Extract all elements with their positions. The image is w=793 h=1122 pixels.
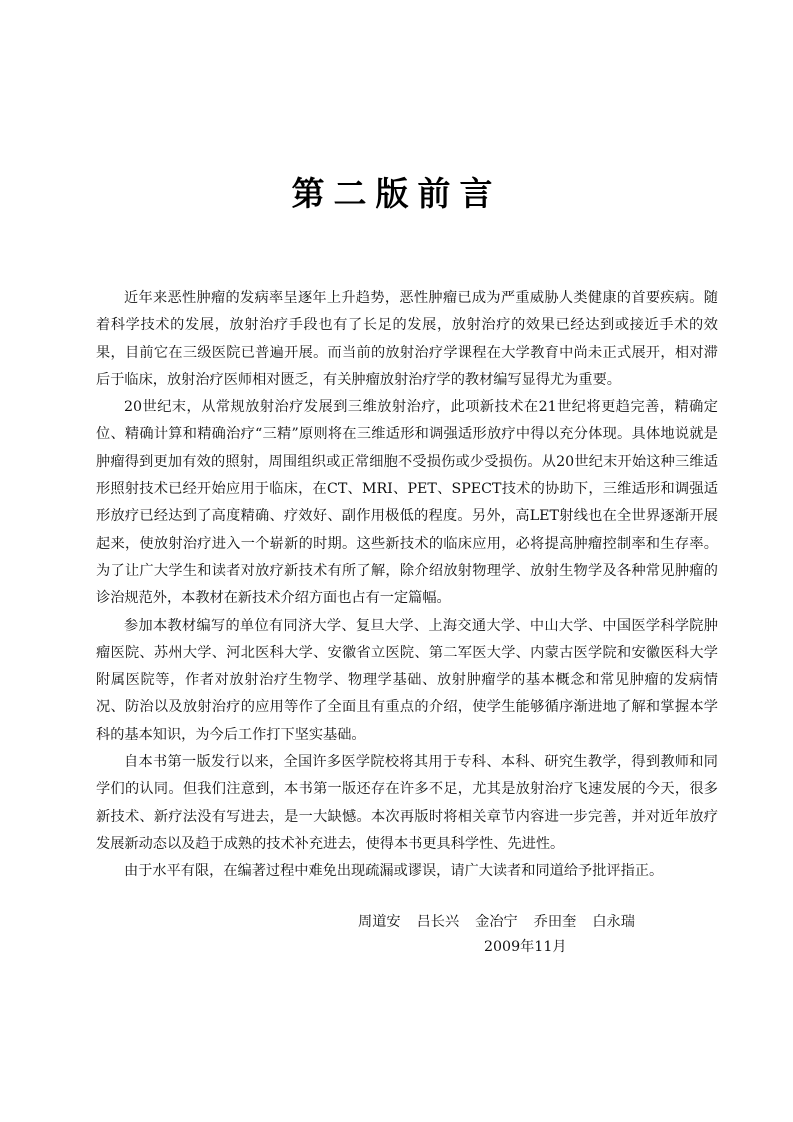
- author-list: [358, 910, 718, 935]
- signature-block: [358, 910, 718, 960]
- paragraph-4: 自本书第一版发行以来，全国许多医学院校将其用于专科、本科、研究生教学，得到教师和同学们的认同。但我们注意到，本书第一版还存在许多不足，尤其是放射治疗飞速发展的今天，很多新技术、新疗法没有写进去，是一大缺憾。本次再版时将相关章节内容进一步完善，并对近年放疗发展新动态以及趋于成熟的技术补充进去，使得本书更具科学性、先进性。: [96, 754, 718, 852]
- paragraph-1: 近年来恶性肿瘤的发病率呈逐年上升趋势，恶性肿瘤已成为严重威胁人类健康的首要疾病。随着科学技术的发展，放射治疗手段也有了长足的发展，放射治疗的效果已经达到或接近手术的效果，目前它在三级医院已普遍开展。而当前的放射治疗学课程在大学教育中尚未正式展开，相对滞后于临床，放射治疗医师相对匮乏，有关肿瘤放射治疗学的教材编写显得尤为重要。: [96, 290, 718, 388]
- author-name: 白永瑞: [592, 914, 635, 930]
- preface-date: 2009年11月: [484, 939, 567, 955]
- preface-body: [96, 285, 718, 886]
- paragraph-2: 20世纪末，从常规放射治疗发展到三维放射治疗，此项新技术在21世纪将更趋完善，精确定位、精确计算和精确治疗“三精”原则将在三维适形和调强适形放疗中得以充分体现。具体地说就是肿瘤得到更加有效的照射，周围组织或正常细胞不受损伤或少受损伤。从20世纪末开始这种三维适形照射技术已经开始应用于临床，在CT、MRI、PET、SPECT技术的协助下，三维适形和调强适形放疗已经达到了高度精确、疗效好、副作用极低的程度。另外，高LET射线也在全世界逐渐开展起来，使放射治疗进入一个崭新的时期。这些新技术的临床应用，必将提高肿瘤控制率和生存率。为了让广大学生和读者对放疗新技术有所了解，除介绍放射物理学、放射生物学及各种常见肿瘤的诊治规范外，本教材在新技术介绍方面也占有一定篇幅。: [96, 399, 718, 607]
- paragraph-5: 由于水平有限，在编著过程中难免出现疏漏或谬误，请广大读者和同道给予批评指正。: [124, 863, 664, 880]
- author-name: 吕长兴: [416, 914, 460, 930]
- author-name: 金冶宁: [475, 914, 518, 930]
- paragraph-3: 参加本教材编写的单位有同济大学、复旦大学、上海交通大学、中山大学、中国医学科学院肿瘤医院、苏州大学、河北医科大学、安徽省立医院、第二军医大学、内蒙古医学院和安徽医科大学附属医院等，作者对放射治疗生物学、物理学基础、放射肿瘤学的基本概念和常见肿瘤的发病情况、防治以及放射治疗的应用等作了全面且有重点的介绍，使学生能够循序渐进地了解和掌握本学科的基本知识，为今后工作打下坚实基础。: [96, 617, 718, 743]
- author-name: 乔田奎: [533, 914, 577, 930]
- page-title: 第二版前言: [291, 174, 502, 213]
- author-name: 周道安: [358, 914, 401, 930]
